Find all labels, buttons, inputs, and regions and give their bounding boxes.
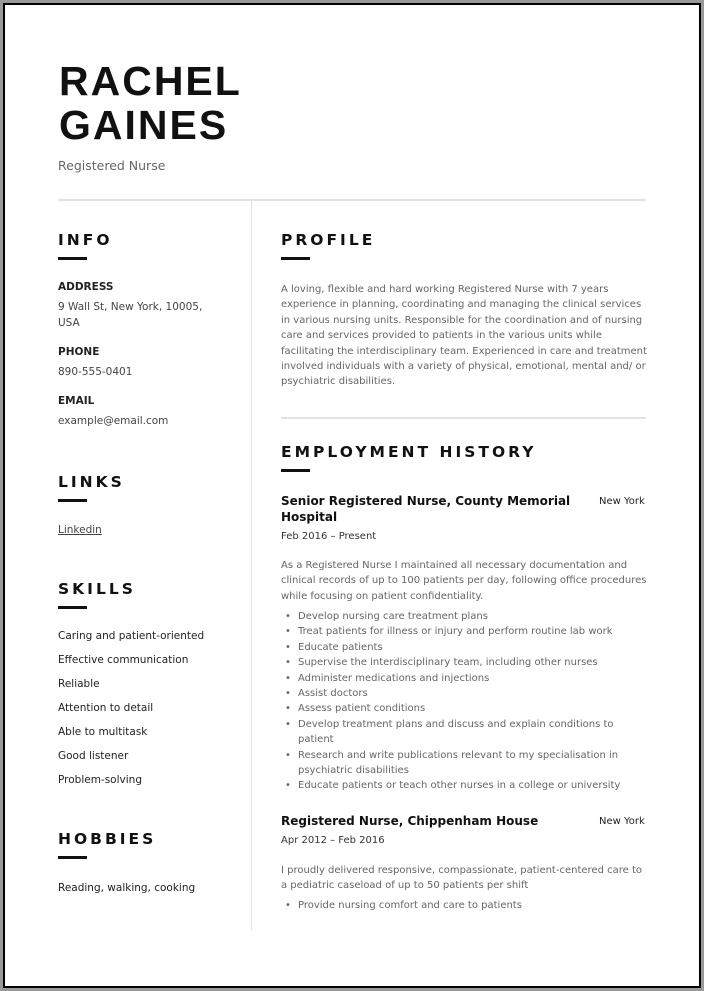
address-line-2: USA [58, 317, 80, 329]
email-value: example@email.com [58, 415, 169, 427]
heading-underline [58, 606, 87, 609]
skill-item: Reliable [58, 678, 100, 690]
hobbies-text: Reading, walking, cooking [58, 882, 196, 894]
bullet-item: • Educate patients or teach other nurses in a college or university [281, 778, 641, 793]
employment-heading: EMPLOYMENT HISTORY [281, 443, 537, 461]
bullet-item: • Assist doctors [281, 686, 641, 701]
skill-item: Attention to detail [58, 702, 154, 714]
bullet-item: • Educate patients [281, 640, 641, 655]
job-dates: Feb 2016 – Present [281, 531, 377, 542]
bullet-item: • Research and write publications relevant to my specialisation in psychiatric disabilities [281, 748, 641, 779]
job-title: Senior Registered Nurse, County Memorial Hospital [281, 494, 571, 524]
linkedin-link[interactable]: Linkedin [58, 524, 102, 536]
phone-value: 890-555-0401 [58, 366, 133, 378]
job-title: Registered Nurse [58, 158, 166, 173]
links-heading: LINKS [58, 473, 125, 491]
job-location: New York [599, 816, 645, 827]
bullet-item: • Treat patients for illness or injury and perform routine lab work [281, 624, 641, 639]
job-bullets [281, 898, 641, 913]
profile-text: A loving, flexible and hard working Registered Nurse with 7 years experience in planning, coordinating and managing the clinical services in various nursing units. Responsible for the coordination and of nursing care and services provided to patients in the various units while facilitating the interdisciplinary team. Experienced in care and treatment involved individuals with a variety of physical, emotional, mental and/ or psychiatric disabilities. [281, 284, 647, 388]
heading-underline [58, 257, 87, 260]
job-dates: Apr 2012 – Feb 2016 [281, 835, 385, 846]
skills-heading: SKILLS [58, 580, 136, 598]
info-heading: INFO [58, 231, 113, 249]
skill-item: Good listener [58, 750, 129, 762]
bullet-item: • Supervise the interdisciplinary team, including other nurses [281, 655, 641, 670]
address-value [58, 299, 202, 331]
name-line-2: GAINES [59, 102, 229, 148]
profile-heading: PROFILE [281, 231, 376, 249]
skill-item: Caring and patient-oriented [58, 630, 205, 642]
bullet-item: • Provide nursing comfort and care to patients [281, 898, 641, 913]
column-divider [251, 200, 252, 930]
heading-underline [281, 469, 310, 472]
skill-item: Effective communication [58, 654, 189, 666]
header-divider [58, 199, 646, 201]
bullet-item: • Assess patient conditions [281, 701, 641, 716]
bullet-item: • Develop nursing care treatment plans [281, 609, 641, 624]
phone-label: PHONE [58, 346, 100, 358]
page-frame [3, 3, 701, 988]
heading-underline [58, 499, 87, 502]
skill-item: Problem-solving [58, 774, 142, 786]
job-title: Registered Nurse, Chippenham House [281, 814, 539, 828]
job-location: New York [599, 496, 645, 507]
email-label: EMAIL [58, 395, 95, 407]
name-line-1: RACHEL [59, 58, 242, 104]
heading-underline [58, 856, 87, 859]
candidate-name [59, 59, 242, 147]
bullet-item: • Develop treatment plans and discuss and explain conditions to patient [281, 717, 641, 748]
bullet-item: • Administer medications and injections [281, 671, 641, 686]
job-description: I proudly delivered responsive, compassionate, patient-centered care to a pediatric caseload of up to 50 patients per shift [281, 865, 642, 892]
resume-page [5, 5, 699, 986]
job-bullets [281, 609, 641, 794]
job-description: As a Registered Nurse I maintained all necessary documentation and clinical records of up to 100 patients per day, following office procedures while focusing on patient confidentiality. [281, 560, 647, 602]
heading-underline [281, 257, 310, 260]
section-divider [281, 417, 646, 419]
address-label: ADDRESS [58, 281, 114, 293]
skill-item: Able to multitask [58, 726, 148, 738]
address-line-1: 9 Wall St, New York, 10005, [58, 301, 203, 313]
hobbies-heading: HOBBIES [58, 830, 157, 848]
